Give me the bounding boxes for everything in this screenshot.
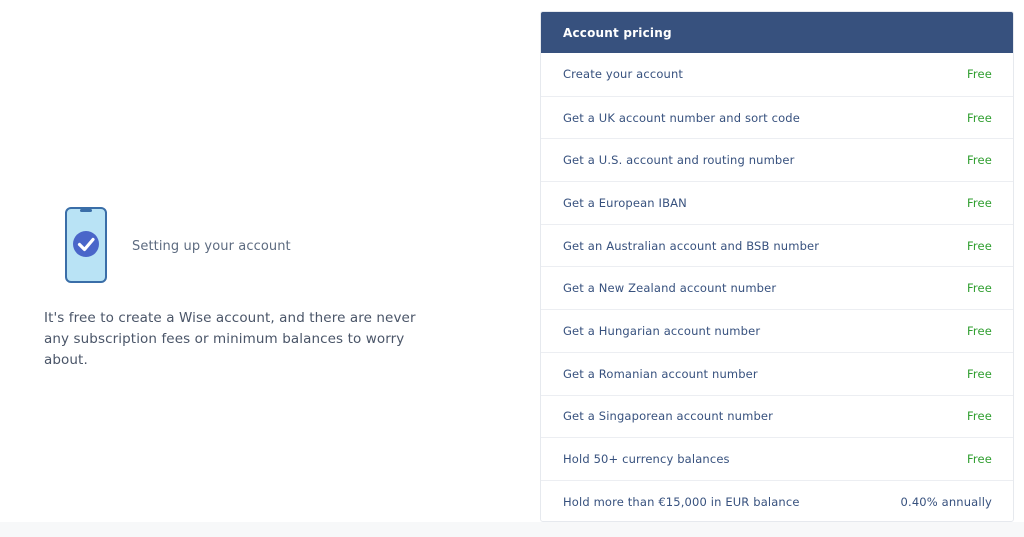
pricing-row-price: Free [966, 366, 992, 381]
account-pricing-table [540, 11, 1014, 522]
pricing-row [541, 309, 1013, 352]
pricing-row-label: Get a UK account number and sort code [563, 110, 800, 125]
pricing-row-label: Hold 50+ currency balances [563, 452, 730, 467]
feature-label: Setting up your account [132, 238, 291, 254]
pricing-row [541, 138, 1013, 181]
phone-checkmark-icon [64, 206, 110, 286]
pricing-row-price: Free [966, 409, 992, 424]
account-setup-info [44, 206, 474, 371]
pricing-table-header [541, 12, 1013, 53]
pricing-rows [541, 53, 1013, 522]
feature-description: It's free to create a Wise account, and there are never any subscription fees or minimum balances to worry about. [44, 310, 416, 368]
pricing-row-label: Get a Singaporean account number [563, 409, 774, 424]
pricing-row-price: Free [966, 153, 992, 168]
pricing-row-price: Free [966, 195, 992, 210]
pricing-row-label: Get a New Zealand account number [563, 281, 777, 296]
pricing-row [541, 96, 1013, 139]
pricing-row [541, 395, 1013, 438]
pricing-row-price: Free [966, 281, 992, 296]
pricing-row [541, 53, 1013, 96]
pricing-table-title: Account pricing [563, 25, 672, 40]
pricing-row-label: Create your account [563, 67, 684, 82]
pricing-row-price: Free [966, 67, 992, 82]
pricing-row-price: 0.40% annually [900, 494, 992, 509]
pricing-row [541, 224, 1013, 267]
pricing-row [541, 352, 1013, 395]
pricing-row [541, 181, 1013, 224]
pricing-row-label: Get an Australian account and BSB number [563, 238, 820, 253]
pricing-row-label: Get a U.S. account and routing number [563, 153, 795, 168]
pricing-row-label: Get a Romanian account number [563, 366, 758, 381]
feature-row [44, 206, 474, 286]
pricing-row-label: Hold more than €15,000 in EUR balance [563, 494, 800, 509]
pricing-row [541, 266, 1013, 309]
footer-strip [0, 522, 1024, 537]
pricing-row-price: Free [966, 238, 992, 253]
pricing-row [541, 437, 1013, 480]
pricing-row-label: Get a Hungarian account number [563, 323, 761, 338]
pricing-row-label: Get a European IBAN [563, 195, 687, 210]
pricing-row-price: Free [966, 323, 992, 338]
pricing-row [541, 480, 1013, 522]
pricing-row-price: Free [966, 110, 992, 125]
pricing-row-price: Free [966, 452, 992, 467]
